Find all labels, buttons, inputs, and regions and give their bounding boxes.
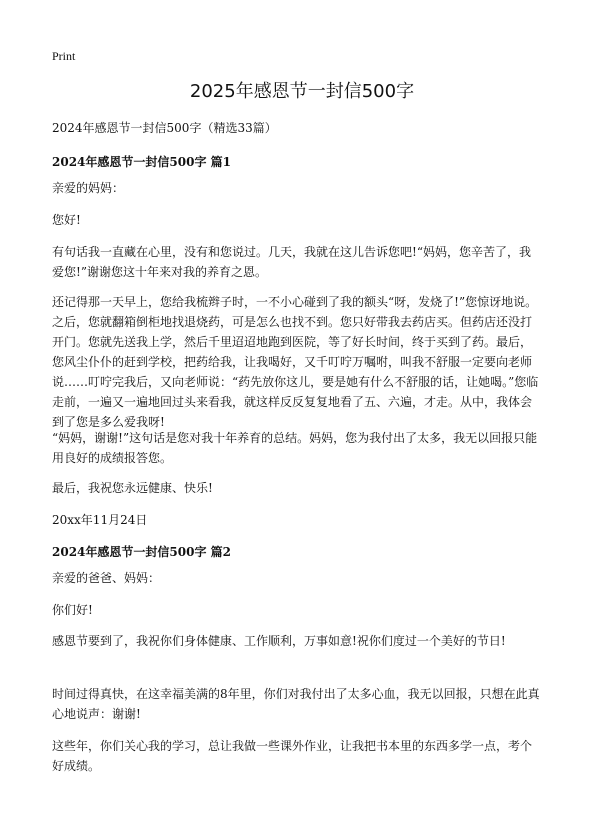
print-label: Print: [52, 49, 76, 63]
body-paragraph: 这些年，你们关心我的学习，总让我做一些课外作业，让我把书本里的东西多学一点，考个好成绩。: [52, 739, 533, 773]
body-paragraph: 还记得那一天早上，您给我梳辫子时，一不小心碰到了我的额头“呀，发烧了!”您惊讶地说。之后，您就翻箱倒柜地找退烧药，可是怎么也找不到。您只好带我去药店买。但药店还没打开门。您就先送我上学，然后千里迢迢地跑到医院，等了好长时间，终于买到了药。最后，您风尘仆仆的赶到学校，把药给我，让我喝好，又千叮咛万嘱咐，叫我不舒服一定要向老师说……叮咛完我后，又向老师说：“药先放你这儿，要是她有什么不舒服的话，让她喝。”您临走前，一遍又一遍地回过头来看我，就这样反反复复地看了五、六遍，才走。从中，我体会到了您是多么爱我呀!: [52, 295, 539, 429]
section-heading: 2024年感恩节一封信500字 篇1: [52, 155, 231, 169]
closing-wishes: 最后，我祝您永远健康、快乐!: [52, 481, 213, 495]
greeting: 您好!: [52, 213, 81, 227]
section-heading: 2024年感恩节一封信500字 篇2: [52, 545, 231, 559]
salutation: 亲爱的爸爸、妈妈：: [52, 571, 161, 585]
salutation: 亲爱的妈妈：: [52, 181, 125, 195]
body-paragraph: 感恩节要到了，我祝你们身体健康、工作顺利，万事如意!祝你们度过一个美好的节日!: [52, 634, 506, 648]
body-paragraph: “妈妈，谢谢!”这句话是您对我十年养育的总结。妈妈，您为我付出了太多，我无以回报只能用良好的成绩报答您。: [52, 431, 538, 465]
body-paragraph: 时间过得真快，在这幸福美满的8年里，你们对我付出了太多心血，我无以回报，只想在此真心地说声：谢谢!: [52, 687, 540, 721]
body-paragraph: 有句话我一直藏在心里，没有和您说过。几天，我就在这儿告诉您吧!“妈妈，您辛苦了，我爱您!”谢谢您这十年来对我的养育之恩。: [52, 245, 531, 279]
greeting: 你们好!: [52, 603, 93, 617]
letter-date: 20xx年11月24日: [52, 513, 148, 527]
document-title: 2025年感恩节一封信500字: [189, 81, 415, 102]
document-subtitle: 2024年感恩节一封信500字（精选33篇）: [52, 121, 277, 135]
